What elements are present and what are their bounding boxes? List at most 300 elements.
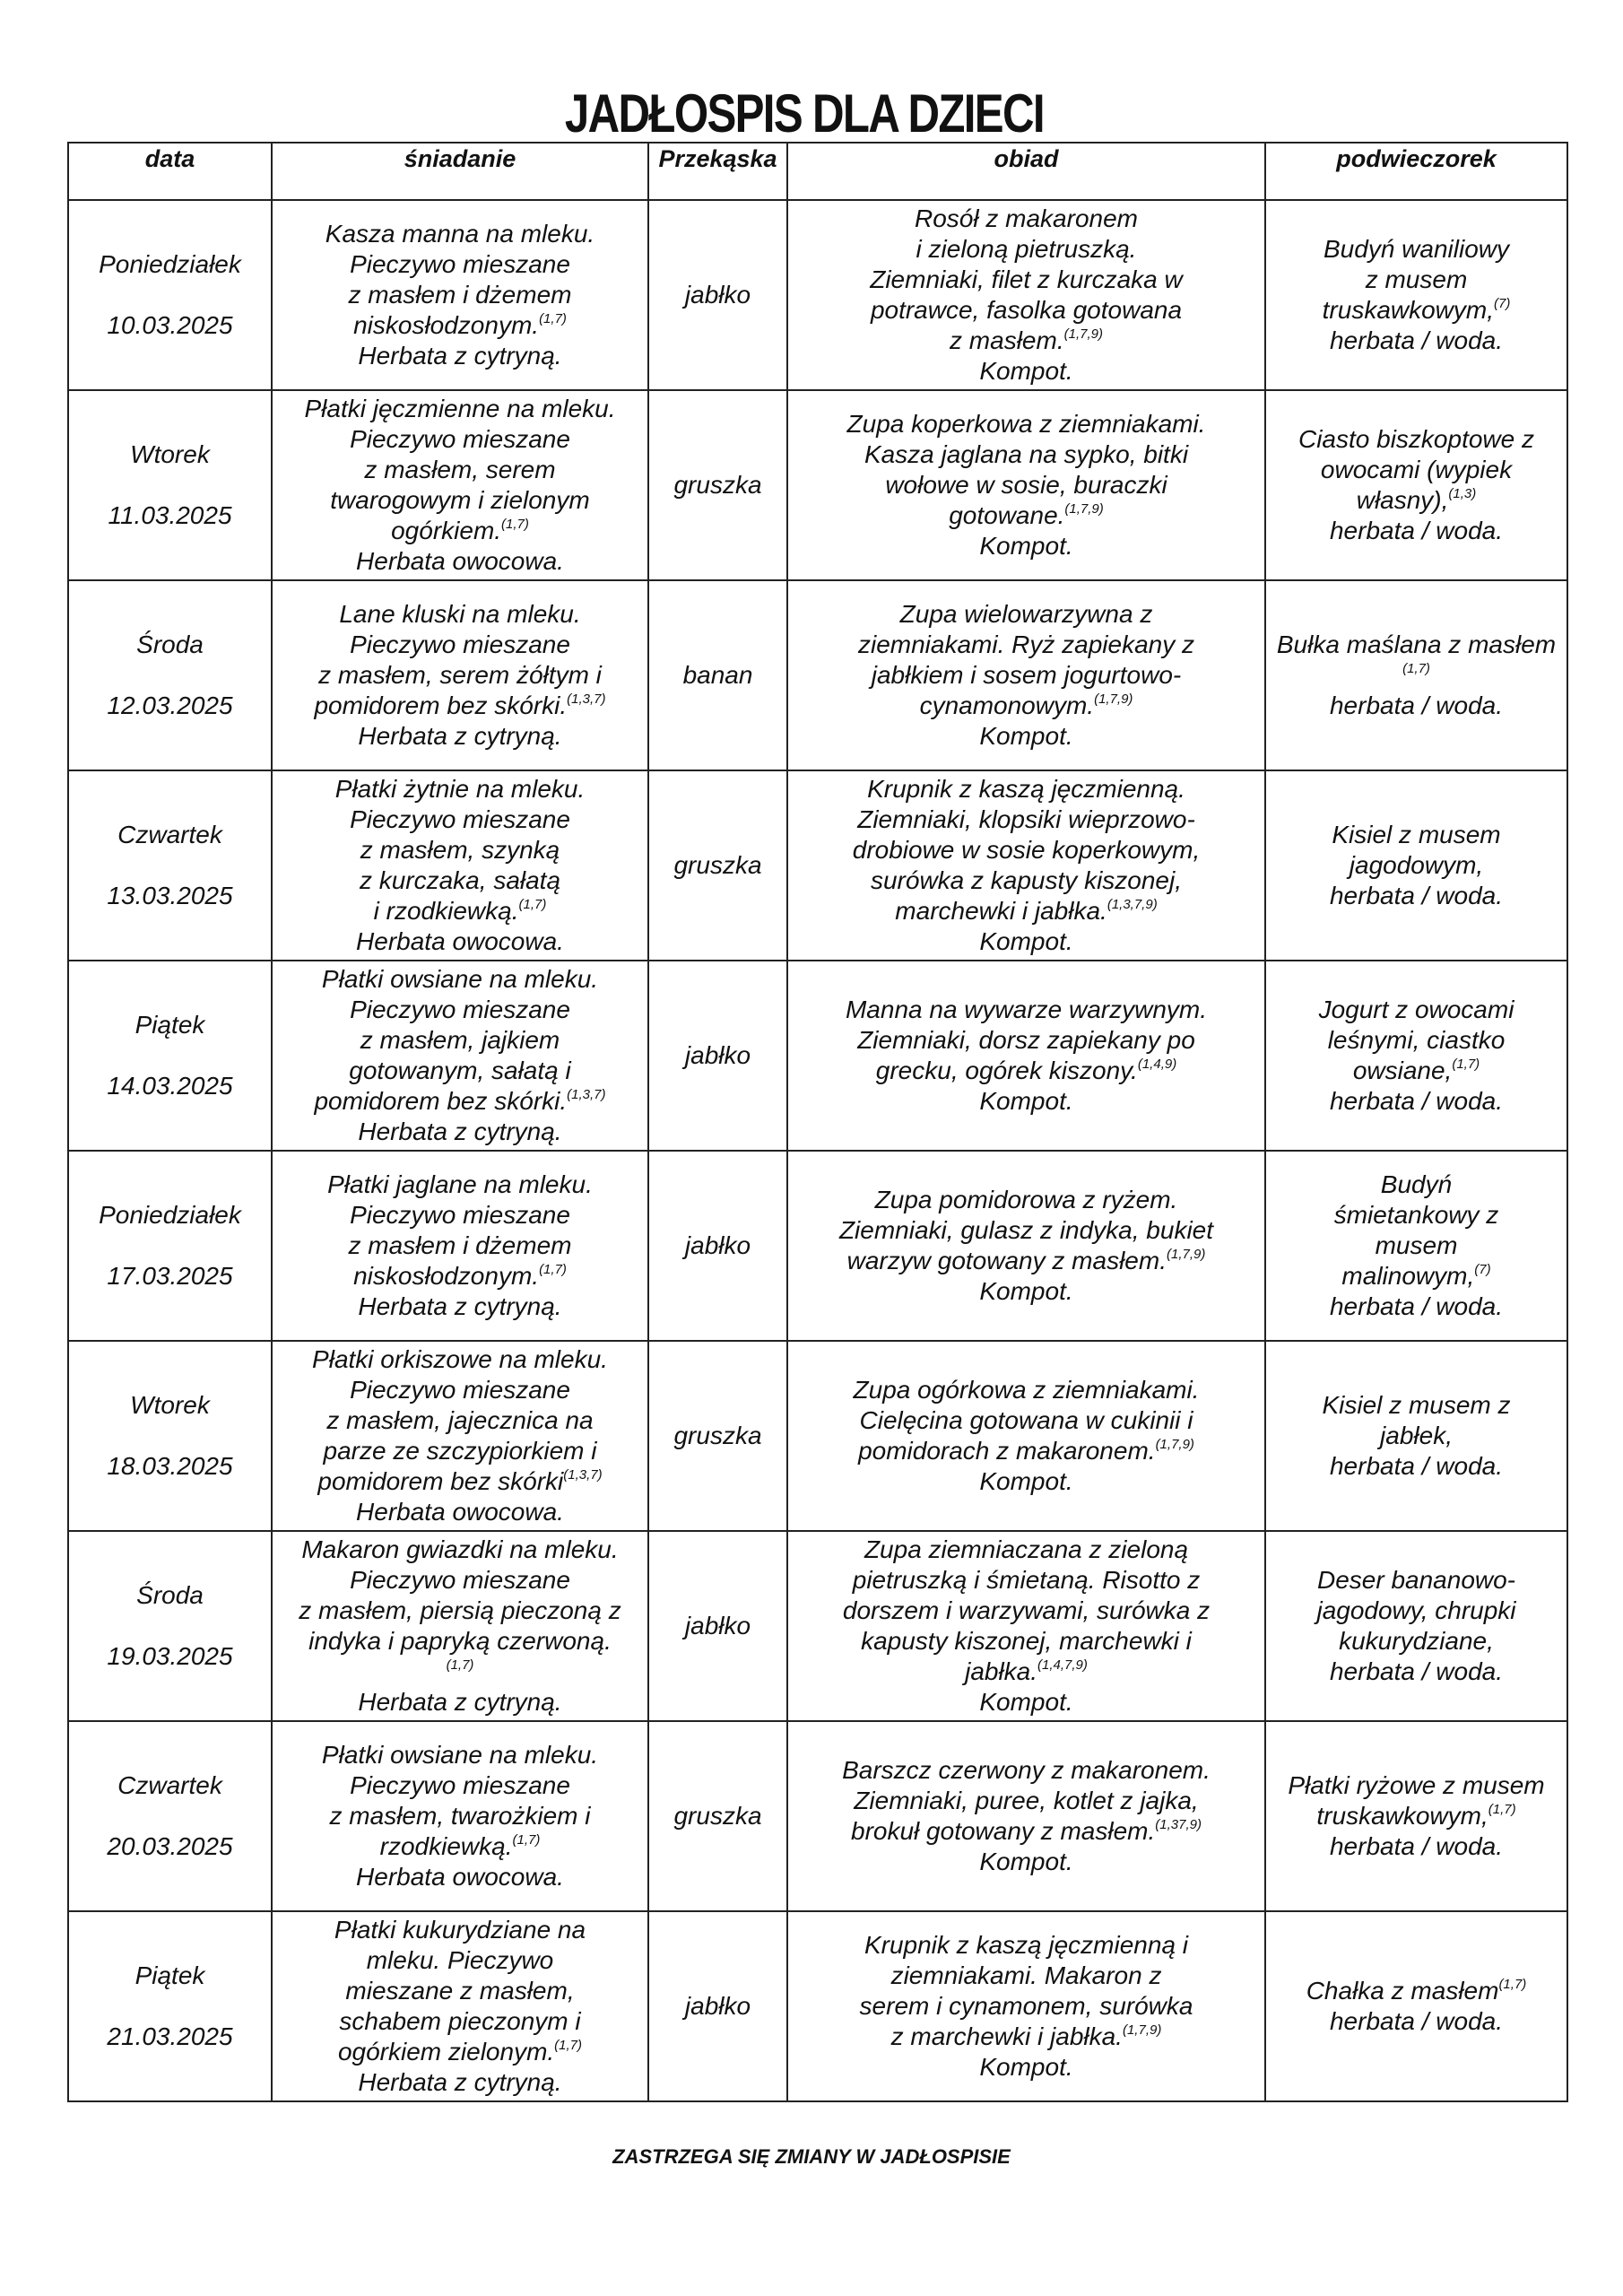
cell-lunch-line [792, 1847, 1261, 1877]
header-afternoon: podwieczorek [1265, 143, 1567, 200]
line-text: warzyw gotowany z masłem. [846, 1247, 1167, 1274]
line-text: Kompot. [979, 1277, 1073, 1305]
day-name: Wtorek [130, 1391, 210, 1419]
line-text: surówka z kapusty kiszonej, [870, 866, 1183, 894]
header-date: data [68, 143, 272, 200]
cell-date [68, 1151, 272, 1341]
cell-breakfast-line [276, 865, 644, 896]
cell-breakfast-line [276, 1086, 644, 1117]
line-text: herbata / woda. [1329, 1832, 1504, 1860]
allergen-codes: (7) [1474, 1262, 1491, 1277]
line-text: drobiowe w sosie koperkowym, [852, 836, 1201, 864]
line-text: Płatki owsiane na mleku. [321, 1741, 599, 1769]
cell-date [68, 961, 272, 1151]
cell-lunch-line [792, 2052, 1261, 2083]
cell-date [68, 1911, 272, 2101]
line-text: Chałka z masłem [1306, 1977, 1499, 2005]
cell-breakfast-line [276, 1436, 644, 1466]
allergen-codes: (1,7,9) [1094, 691, 1133, 707]
cell-breakfast-line [276, 691, 644, 721]
line-text: Barszcz czerwony z makaronem. [842, 1756, 1211, 1784]
cell-lunch-line [792, 1596, 1261, 1626]
day-name: Piątek [135, 1011, 205, 1039]
line-text: Pieczywo mieszane [350, 996, 570, 1023]
allergen-codes: (1,7) [1488, 1802, 1516, 1817]
cell-breakfast-line [276, 1596, 644, 1626]
cell-breakfast-line [276, 660, 644, 691]
cell-lunch-line [792, 835, 1261, 865]
cell-lunch-line [792, 926, 1261, 957]
allergen-codes: (1,3,7) [567, 691, 606, 707]
cell-afternoon-line [1270, 1565, 1563, 1596]
cell-lunch-line [792, 1961, 1261, 1991]
line-text: Płatki kukurydziane na [334, 1916, 586, 1944]
header-lunch: obiad [787, 143, 1265, 200]
cell-breakfast [272, 1341, 648, 1531]
cell-date [68, 390, 272, 580]
cell-breakfast-line [276, 964, 644, 995]
line-text: herbata / woda. [1329, 517, 1504, 544]
line-text: śmietankowy z [1333, 1201, 1499, 1229]
cell-breakfast-line [276, 455, 644, 485]
line-text: kapusty kiszonej, marchewki i [861, 1627, 1192, 1655]
cell-afternoon-line [1270, 455, 1563, 485]
cell-afternoon-line [1270, 881, 1563, 911]
cell-lunch-line [792, 1405, 1261, 1436]
cell-lunch-line [792, 295, 1261, 326]
line-text: potrawce, fasolka gotowana [870, 296, 1183, 324]
line-text: brokuł gotowany z masłem. [851, 1817, 1156, 1845]
line-text: pomidorem bez skórki. [314, 1087, 568, 1115]
cell-breakfast-line [276, 1740, 644, 1770]
allergen-codes: (1,4,7,9) [1037, 1657, 1088, 1673]
line-text: Kasza manna na mleku. [325, 220, 595, 248]
footer-note: ZASTRZEGA SIĘ ZMIANY W JADŁOSPISIE [612, 2145, 1011, 2168]
allergen-codes: (1,7) [446, 1657, 474, 1673]
cell-afternoon [1265, 770, 1567, 961]
cell-lunch-line [792, 691, 1261, 721]
cell-lunch-line [792, 1565, 1261, 1596]
cell-lunch-line [792, 2022, 1261, 2052]
cell-date [68, 1531, 272, 1721]
allergen-codes: (1,7) [554, 2038, 583, 2053]
allergen-codes: (1,7) [512, 1832, 541, 1848]
cell-afternoon-line [1270, 485, 1563, 516]
cell-lunch [787, 1151, 1265, 1341]
day-name: Czwartek [117, 1771, 222, 1799]
line-text: mieszane z masłem, [345, 1977, 575, 2005]
line-text: Pieczywo mieszane [350, 1376, 570, 1404]
cell-snack: jabłko [648, 1531, 787, 1721]
cell-breakfast-line [276, 995, 644, 1025]
allergen-codes: (1,7) [518, 897, 547, 912]
cell-lunch-line [792, 1687, 1261, 1718]
cell-breakfast-line [276, 424, 644, 455]
cell-breakfast-line [276, 310, 644, 341]
cell-afternoon-line [1270, 516, 1563, 546]
cell-snack: gruszka [648, 1341, 787, 1531]
day-date: 13.03.2025 [107, 882, 233, 909]
cell-breakfast-line [276, 721, 644, 752]
line-text: Ziemniaki, dorsz zapiekany po [857, 1026, 1195, 1054]
line-text: Budyń [1380, 1170, 1453, 1198]
cell-breakfast-line [276, 1976, 644, 2006]
day-name: Poniedziałek [99, 250, 241, 278]
cell-afternoon-line [1270, 1976, 1563, 2006]
line-text: herbata / woda. [1329, 1452, 1504, 1480]
cell-date [68, 1341, 272, 1531]
allergen-codes: (1,7) [539, 1262, 567, 1277]
line-text: z marchewki i jabłka. [890, 2022, 1123, 2050]
allergen-codes: (1,7) [539, 311, 567, 326]
allergen-codes: (1,7,9) [1064, 501, 1104, 517]
cell-afternoon-line [1270, 1086, 1563, 1117]
line-text: Zupa ziemniaczana z zieloną [864, 1535, 1189, 1563]
day-name: Piątek [135, 1961, 205, 1989]
cell-lunch [787, 1531, 1265, 1721]
cell-breakfast-line [276, 1200, 644, 1231]
line-text: Ziemniaki, filet z kurczaka w [870, 265, 1183, 293]
cell-breakfast-line [276, 1687, 644, 1718]
line-text: Płatki ryżowe z musem [1288, 1771, 1545, 1799]
cell-lunch-line [792, 1215, 1261, 1246]
line-text: Lane kluski na mleku. [339, 600, 581, 628]
cell-lunch-line [792, 1755, 1261, 1786]
line-text: ziemniakami. Ryż zapiekany z [857, 631, 1195, 658]
day-date: 12.03.2025 [107, 691, 233, 719]
line-text: owsiane, [1352, 1057, 1453, 1084]
line-text: Kompot. [979, 532, 1073, 560]
line-text: herbata / woda. [1329, 1087, 1504, 1115]
cell-date [68, 1721, 272, 1911]
cell-breakfast-line [276, 1292, 644, 1322]
line-text: Kompot. [979, 1467, 1073, 1495]
line-text: Herbata z cytryną. [358, 1292, 562, 1320]
cell-afternoon-line [1270, 2006, 1563, 2037]
cell-lunch [787, 390, 1265, 580]
cell-afternoon-line [1270, 1056, 1563, 1086]
line-text: z masłem, jajkiem [360, 1026, 560, 1054]
cell-afternoon-line [1270, 1292, 1563, 1322]
cell-breakfast-line [276, 219, 644, 249]
header-breakfast: śniadanie [272, 143, 648, 200]
line-text: Ziemniaki, puree, kotlet z jajka, [854, 1787, 1199, 1814]
cell-breakfast-line [276, 1626, 644, 1657]
cell-breakfast-line [276, 1801, 644, 1831]
table-row [68, 200, 1567, 390]
line-text: herbata / woda. [1329, 882, 1504, 909]
cell-lunch-line [792, 1375, 1261, 1405]
day-name: Środa [136, 631, 204, 658]
cell-breakfast-line [276, 1375, 644, 1405]
cell-breakfast-line [276, 835, 644, 865]
line-text: cynamonowym. [919, 691, 1095, 719]
line-text: Zupa koperkowa z ziemniakami. [846, 410, 1206, 438]
cell-breakfast-line [276, 1915, 644, 1945]
allergen-codes: (1,37,9) [1155, 1817, 1202, 1832]
line-text: Pieczywo mieszane [350, 805, 570, 833]
line-text: Kompot. [979, 722, 1073, 750]
line-text: Herbata z cytryną. [358, 2068, 562, 2096]
cell-breakfast [272, 961, 648, 1151]
cell-lunch-line [792, 1786, 1261, 1816]
cell-afternoon [1265, 1531, 1567, 1721]
table-row [68, 1151, 1567, 1341]
cell-breakfast-line [276, 774, 644, 804]
cell-lunch-line [792, 1535, 1261, 1565]
day-date: 11.03.2025 [108, 501, 232, 529]
line-text: z musem [1365, 265, 1468, 293]
line-text: jagodowym, [1349, 851, 1484, 879]
day-date: 19.03.2025 [107, 1642, 233, 1670]
cell-date [68, 770, 272, 961]
line-text: ogórkiem. [391, 517, 502, 544]
cell-lunch [787, 1341, 1265, 1531]
cell-lunch [787, 200, 1265, 390]
cell-afternoon-line [1270, 820, 1563, 850]
cell-breakfast-line [276, 280, 644, 310]
cell-breakfast [272, 1151, 648, 1341]
cell-lunch-line [792, 599, 1261, 630]
line-text: Herbata z cytryną. [358, 722, 562, 750]
cell-afternoon-line [1270, 1390, 1563, 1421]
line-text: jabłek, [1380, 1422, 1453, 1449]
line-text: z masłem. [950, 326, 1064, 354]
line-text: ogórkiem zielonym. [337, 2038, 555, 2066]
line-text: Kompot. [979, 1848, 1073, 1875]
line-text: i rzodkiewką. [373, 897, 519, 925]
cell-afternoon-line [1270, 326, 1563, 356]
line-text: z masłem, szynką [360, 836, 560, 864]
cell-snack: jabłko [648, 1911, 787, 2101]
line-text: Kisiel z musem [1332, 821, 1501, 848]
cell-lunch-line [792, 1657, 1261, 1687]
line-text: Pieczywo mieszane [350, 631, 570, 658]
cell-breakfast-line [276, 1831, 644, 1862]
line-text: gotowanym, sałatą i [349, 1057, 571, 1084]
allergen-codes: (1,7) [1452, 1057, 1480, 1072]
cell-afternoon-line [1270, 295, 1563, 326]
cell-lunch-line [792, 630, 1261, 660]
cell-breakfast-line [276, 599, 644, 630]
cell-lunch-line [792, 326, 1261, 356]
cell-lunch-line [792, 1246, 1261, 1276]
line-text: Budyń waniliowy [1324, 235, 1509, 263]
line-text: jagodowy, chrupki [1316, 1596, 1516, 1624]
cell-breakfast-line [276, 630, 644, 660]
line-text: ziemniakami. Makaron z [890, 1961, 1162, 1989]
cell-afternoon-line [1270, 1770, 1563, 1801]
cell-afternoon-line [1270, 1596, 1563, 1626]
line-text: Herbata owocowa. [356, 1498, 564, 1526]
cell-breakfast-line [276, 1466, 644, 1497]
line-text: własny), [1356, 486, 1449, 514]
header-snack: Przekąska [648, 143, 787, 200]
line-text: Pieczywo mieszane [350, 1771, 570, 1799]
cell-lunch [787, 580, 1265, 770]
line-text: mleku. Pieczywo [366, 1946, 554, 1974]
line-text: Herbata z cytryną. [358, 1688, 562, 1716]
cell-afternoon-line [1270, 234, 1563, 265]
allergen-codes: (7) [1494, 296, 1511, 311]
cell-breakfast-line [276, 1056, 644, 1086]
cell-breakfast-line [276, 1344, 644, 1375]
cell-lunch-line [792, 660, 1261, 691]
cell-snack: banan [648, 580, 787, 770]
line-text: Płatki owsiane na mleku. [321, 965, 599, 993]
line-text: pomidorem bez skórki. [314, 691, 568, 719]
line-text: Kompot. [979, 357, 1073, 385]
cell-date [68, 580, 272, 770]
line-text: Herbata owocowa. [356, 1863, 564, 1891]
line-text: Płatki jaglane na mleku. [327, 1170, 593, 1198]
cell-breakfast [272, 580, 648, 770]
allergen-codes: (1,7) [1402, 661, 1430, 676]
cell-afternoon-line [1270, 1801, 1563, 1831]
day-name: Wtorek [130, 440, 210, 468]
line-text: musem [1375, 1231, 1458, 1259]
cell-lunch-line [792, 1185, 1261, 1215]
line-text: leśnymi, ciastko [1327, 1026, 1506, 1054]
cell-afternoon [1265, 200, 1567, 390]
line-text: Płatki żytnie na mleku. [334, 775, 586, 803]
day-date: 20.03.2025 [107, 1832, 233, 1860]
cell-breakfast-line [276, 1535, 644, 1565]
cell-lunch-line [792, 721, 1261, 752]
cell-lunch-line [792, 356, 1261, 387]
cell-afternoon-line [1270, 1025, 1563, 1056]
allergen-codes: (1,3,7,9) [1107, 897, 1158, 912]
cell-lunch-line [792, 500, 1261, 531]
cell-lunch-line [792, 804, 1261, 835]
cell-afternoon [1265, 1721, 1567, 1911]
cell-breakfast-line [276, 1497, 644, 1527]
cell-lunch-line [792, 1086, 1261, 1117]
cell-afternoon-line [1270, 1170, 1563, 1200]
line-text: Kisiel z musem z [1322, 1391, 1511, 1419]
cell-lunch [787, 770, 1265, 961]
table-row [68, 770, 1567, 961]
line-text: Kasza jaglana na sypko, bitki [864, 440, 1189, 468]
allergen-codes: (1,7) [501, 517, 529, 532]
line-text: Pieczywo mieszane [350, 250, 570, 278]
line-text: Krupnik z kaszą jęczmienną i [864, 1931, 1189, 1959]
cell-snack: gruszka [648, 770, 787, 961]
line-text: jabłka. [965, 1657, 1038, 1685]
line-text: Kompot. [979, 927, 1073, 955]
line-text: z masłem i dżemem [348, 1231, 572, 1259]
cell-breakfast [272, 1721, 648, 1911]
line-text: herbata / woda. [1329, 691, 1504, 719]
cell-afternoon-line [1270, 1231, 1563, 1261]
line-text: Herbata owocowa. [356, 547, 564, 575]
line-text: truskawkowym, [1316, 1802, 1488, 1830]
cell-afternoon-line [1270, 850, 1563, 881]
cell-lunch-line [792, 1056, 1261, 1086]
cell-lunch-line [792, 265, 1261, 295]
cell-afternoon [1265, 390, 1567, 580]
cell-afternoon [1265, 1151, 1567, 1341]
cell-lunch-line [792, 204, 1261, 234]
line-text: pomidorach z makaronem. [858, 1437, 1156, 1465]
line-text: Jogurt z owocami [1318, 996, 1515, 1023]
day-date: 10.03.2025 [107, 311, 233, 339]
line-text: Herbata z cytryną. [358, 342, 562, 370]
cell-lunch-line [792, 1930, 1261, 1961]
cell-lunch-line [792, 774, 1261, 804]
line-text: z masłem, twarożkiem i [329, 1802, 591, 1830]
cell-breakfast-line [276, 804, 644, 835]
line-text: z masłem, piersią pieczoną z [299, 1596, 621, 1624]
cell-date [68, 200, 272, 390]
line-text: dorszem i warzywami, surówka z [842, 1596, 1211, 1624]
line-text: grecku, ogórek kiszony. [875, 1057, 1138, 1084]
line-text: Deser bananowo- [1316, 1566, 1516, 1594]
day-date: 14.03.2025 [107, 1072, 233, 1100]
allergen-codes: (1,3,7) [563, 1467, 603, 1483]
line-text: parze ze szczypiorkiem i [323, 1437, 597, 1465]
cell-afternoon-line [1270, 660, 1563, 691]
line-text: herbata / woda. [1329, 1657, 1504, 1685]
table-row [68, 1531, 1567, 1721]
line-text: Zupa wielowarzywna z [899, 600, 1153, 628]
line-text: kukurydziane, [1339, 1627, 1494, 1655]
menu-table [67, 142, 1568, 2102]
line-text: Ziemniaki, klopsiki wieprzowo- [857, 805, 1195, 833]
cell-lunch-line [792, 1436, 1261, 1466]
line-text: Herbata owocowa. [356, 927, 564, 955]
line-text: owocami (wypiek [1320, 456, 1513, 483]
cell-lunch-line [792, 1466, 1261, 1497]
cell-breakfast-line [276, 485, 644, 516]
line-text: niskosłodzonym. [353, 311, 540, 339]
cell-afternoon-line [1270, 1451, 1563, 1482]
cell-breakfast-line [276, 2067, 644, 2098]
line-text: Cielęcina gotowana w cukinii i [859, 1406, 1193, 1434]
line-text: herbata / woda. [1329, 2007, 1504, 2035]
cell-lunch-line [792, 1025, 1261, 1056]
cell-breakfast-line [276, 1261, 644, 1292]
allergen-codes: (1,4,9) [1137, 1057, 1177, 1072]
cell-afternoon-line [1270, 1261, 1563, 1292]
allergen-codes: (1,7) [1498, 1977, 1527, 1992]
cell-afternoon [1265, 961, 1567, 1151]
cell-breakfast [272, 770, 648, 961]
cell-afternoon-line [1270, 1657, 1563, 1687]
cell-afternoon [1265, 1911, 1567, 2101]
line-text: schabem pieczonym i [339, 2007, 581, 2035]
cell-breakfast-line [276, 1170, 644, 1200]
allergen-codes: (1,7,9) [1155, 1437, 1194, 1452]
cell-breakfast-line [276, 1565, 644, 1596]
cell-afternoon [1265, 1341, 1567, 1531]
cell-breakfast [272, 1911, 648, 2101]
line-text: Kompot. [979, 2053, 1073, 2081]
line-text: jabłkiem i sosem jogurtowo- [871, 661, 1182, 689]
cell-breakfast [272, 200, 648, 390]
cell-lunch-line [792, 470, 1261, 500]
cell-afternoon-line [1270, 691, 1563, 721]
line-text: Rosół z makaronem [915, 204, 1138, 232]
cell-breakfast [272, 390, 648, 580]
header-row [68, 143, 1567, 200]
cell-afternoon-line [1270, 1831, 1563, 1862]
cell-afternoon [1265, 580, 1567, 770]
line-text: rzodkiewką. [379, 1832, 513, 1860]
cell-lunch [787, 1911, 1265, 2101]
cell-snack: jabłko [648, 961, 787, 1151]
line-text: Pieczywo mieszane [350, 425, 570, 453]
